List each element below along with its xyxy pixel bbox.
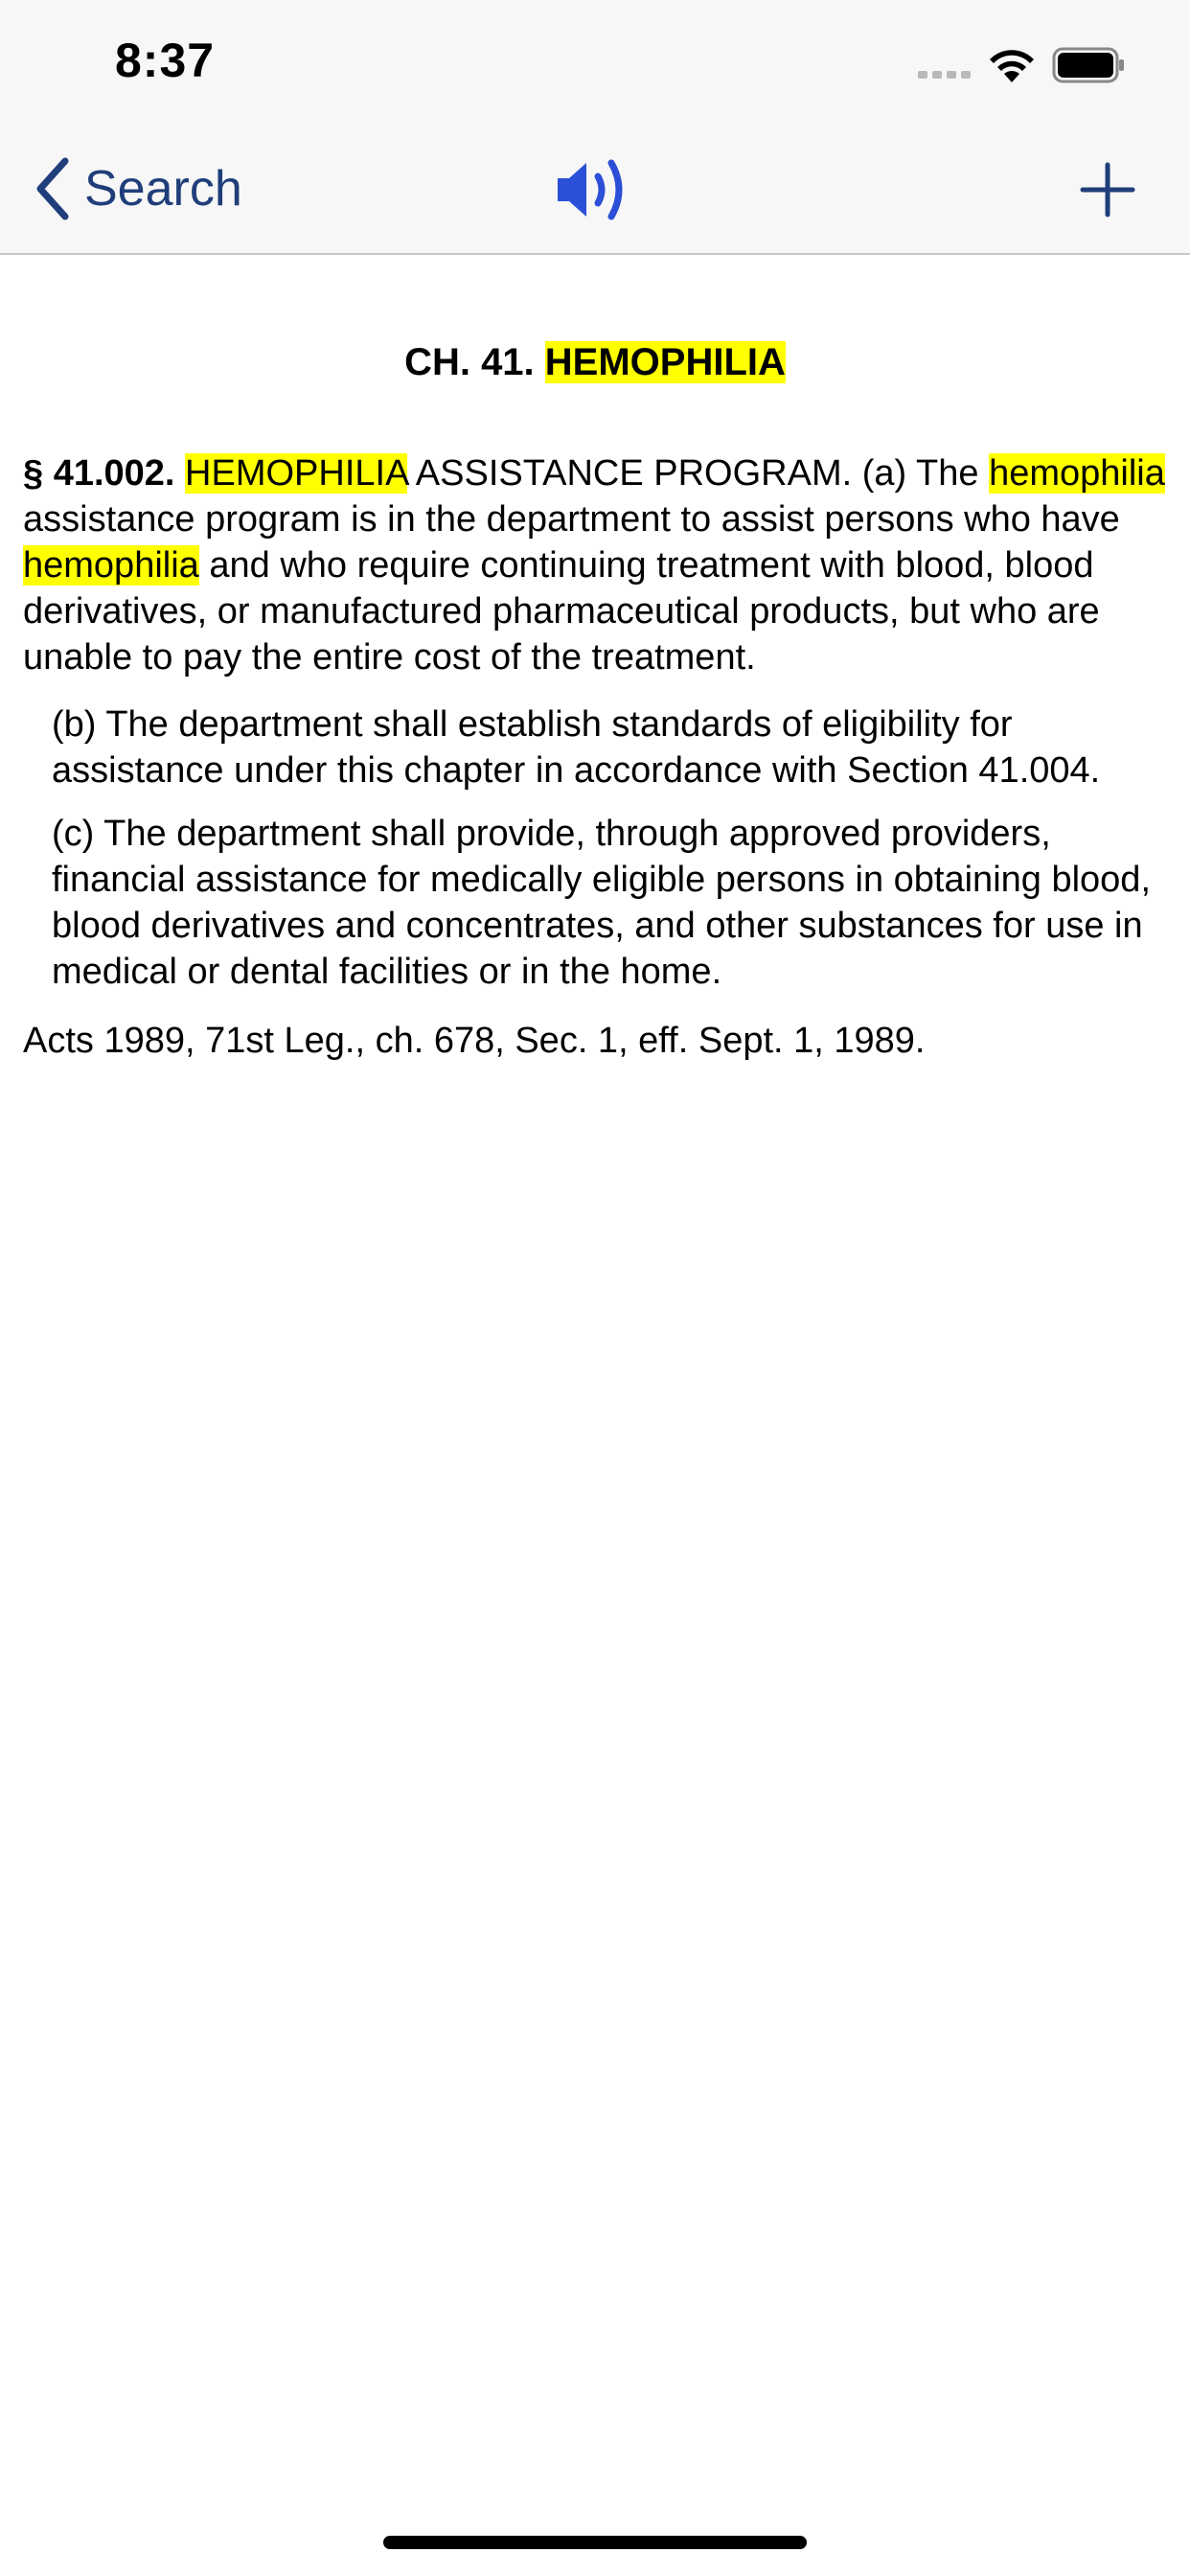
section-number: § 41.002. xyxy=(23,453,175,494)
section-heading-highlight: HEMOPHILIA xyxy=(185,453,408,494)
add-button[interactable] xyxy=(1077,159,1138,225)
back-button-label: Search xyxy=(84,161,242,217)
status-time: 8:37 xyxy=(115,34,216,87)
section-paragraph-c: (c) The department shall provide, through approved providers, financial assistance for medically eligible persons in obtaining blood, blood derivatives and concentrates, and other substances for use in medical or dental facilities or in the home. xyxy=(52,814,1151,992)
status-bar xyxy=(0,0,1190,126)
search-highlight-1: hemophilia xyxy=(989,453,1165,494)
wifi-icon xyxy=(987,46,1037,84)
home-indicator[interactable] xyxy=(383,2536,807,2549)
search-highlight-2: hemophilia xyxy=(23,545,199,586)
battery-icon xyxy=(1052,46,1127,84)
navigation-bar xyxy=(0,126,1190,255)
chevron-left-icon xyxy=(33,157,71,220)
section-paragraph-b: (b) The department shall establish standards of eligibility for assistance under this chapter in accordance with Section 41.004. xyxy=(52,704,1101,791)
cellular-signal-icon xyxy=(918,69,975,80)
speaker-icon xyxy=(554,151,636,228)
paragraph-a-end: and who require continuing treatment with blood, blood derivatives, or manufactured pharmaceutical products, but who are unable to pay the entire cost of the treatment. xyxy=(23,545,1100,678)
chapter-name-highlight: HEMOPHILIA xyxy=(544,341,786,383)
chapter-number: CH. 41. xyxy=(404,341,535,383)
plus-icon xyxy=(1077,159,1138,220)
read-aloud-button[interactable] xyxy=(554,151,636,233)
section-heading-text: ASSISTANCE PROGRAM. (a) The xyxy=(407,453,990,494)
section-paragraph-a xyxy=(23,450,1173,680)
acts-citation: Acts 1989, 71st Leg., ch. 678, Sec. 1, eff. Sept. 1, 1989. xyxy=(23,1021,926,1061)
chapter-title xyxy=(0,341,1190,384)
paragraph-a-middle: assistance program is in the department to assist persons who have xyxy=(23,499,1120,540)
back-button[interactable] xyxy=(33,155,242,222)
